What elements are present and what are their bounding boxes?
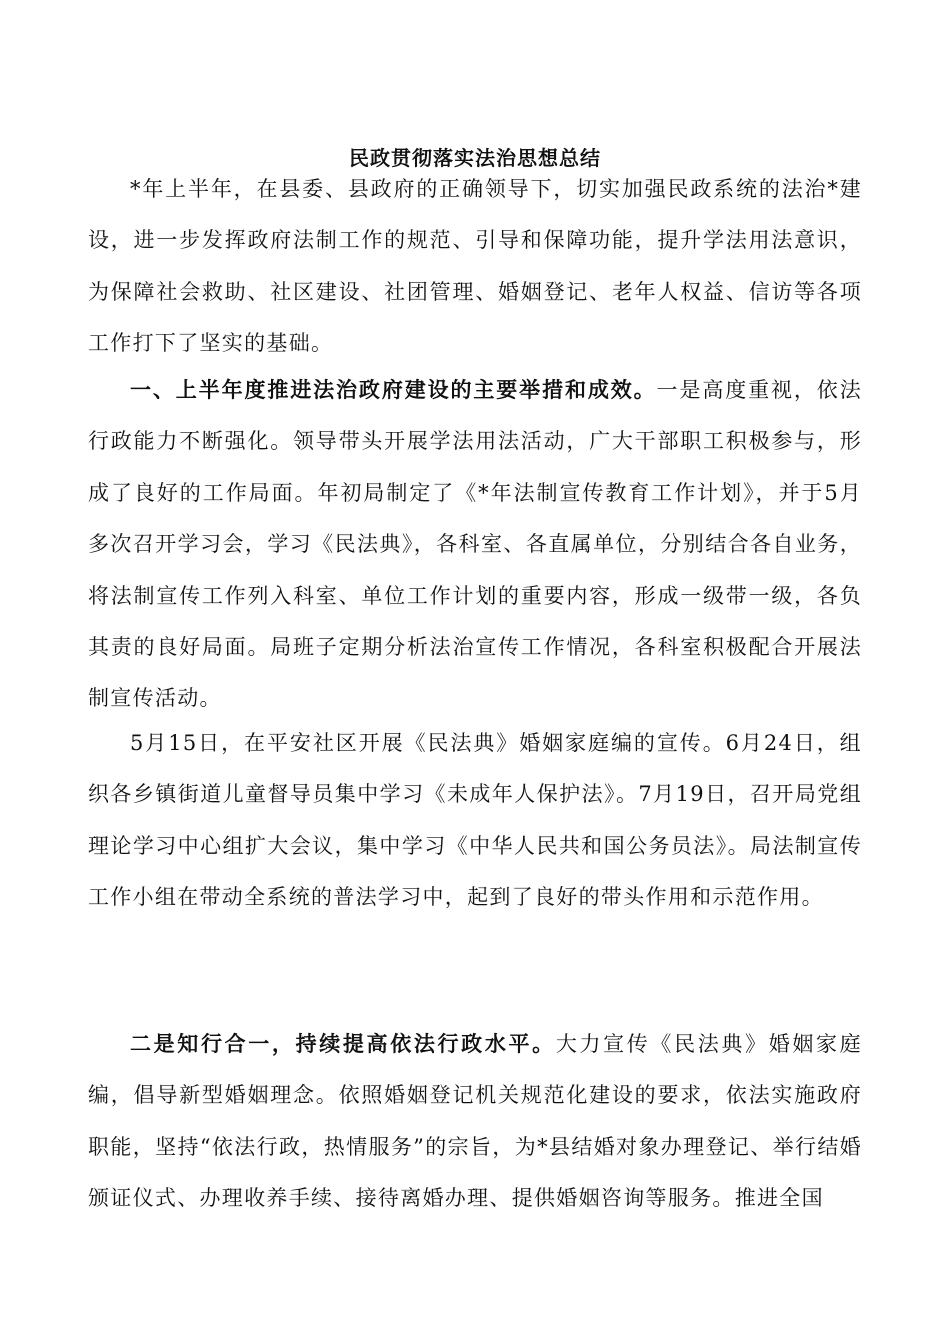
paragraph-events-text: 5月15日，在平安社区开展《民法典》婚姻家庭编的宣传。6月24日，组织各乡镇街道儿童督导员集中学习《未成年人保护法》。7月19日，召开局党组理论学习中心组扩大会议，集中学习《中华人民共和国公务员法》。局法制宣传工作小组在带动全系统的普法学习中，起到了良好的带头作用和示范作用。: [88, 731, 862, 910]
paragraph-section-one: [88, 364, 862, 725]
section-two-text: 大力宣传《民法典》婚姻家庭编，倡导新型婚姻理念。依照婚姻登记机关规范化建设的要求，依法实施政府职能，坚持“依法行政，热情服务”的宗旨，为*县结婚对象办理登记、举行结婚颁证仪式、办理收养手续、接待离婚办理、提供婚姻咨询等服务。推进全国: [88, 1032, 862, 1211]
paragraph-section-two: [88, 1018, 862, 1225]
paragraph-intro: [88, 164, 862, 370]
section-two-heading: 二是知行合一，持续提高依法行政水平。: [130, 1031, 556, 1056]
paragraph-intro-text: *年上半年，在县委、县政府的正确领导下，切实加强民政系统的法治*建设，进一步发挥政府法制工作的规范、引导和保障功能，提升学法用法意识，为保障社会救助、社区建设、社团管理、婚姻登记、老年人权益、信访等各项工作打下了坚实的基础。: [88, 177, 862, 356]
document-title: 民政贯彻落实法治思想总结: [349, 146, 601, 170]
section-one-text: 一是高度重视，依法行政能力不断强化。领导带头开展学法用法活动，广大干部职工积极参与，形成了良好的工作局面。年初局制定了《*年法制宣传教育工作计划》，并于5月多次召开学习会，学习《民法典》，各科室、各直属单位，分别结合各自业务，将法制宣传工作列入科室、单位工作计划的重要内容，形成一级带一级，各负其责的良好局面。局班子定期分析法治宣传工作情况，各科室积极配合开展法制宣传活动。: [88, 378, 862, 711]
paragraph-events: [88, 718, 862, 924]
section-one-heading: 一、上半年度推进法治政府建设的主要举措和成效。: [130, 377, 657, 402]
